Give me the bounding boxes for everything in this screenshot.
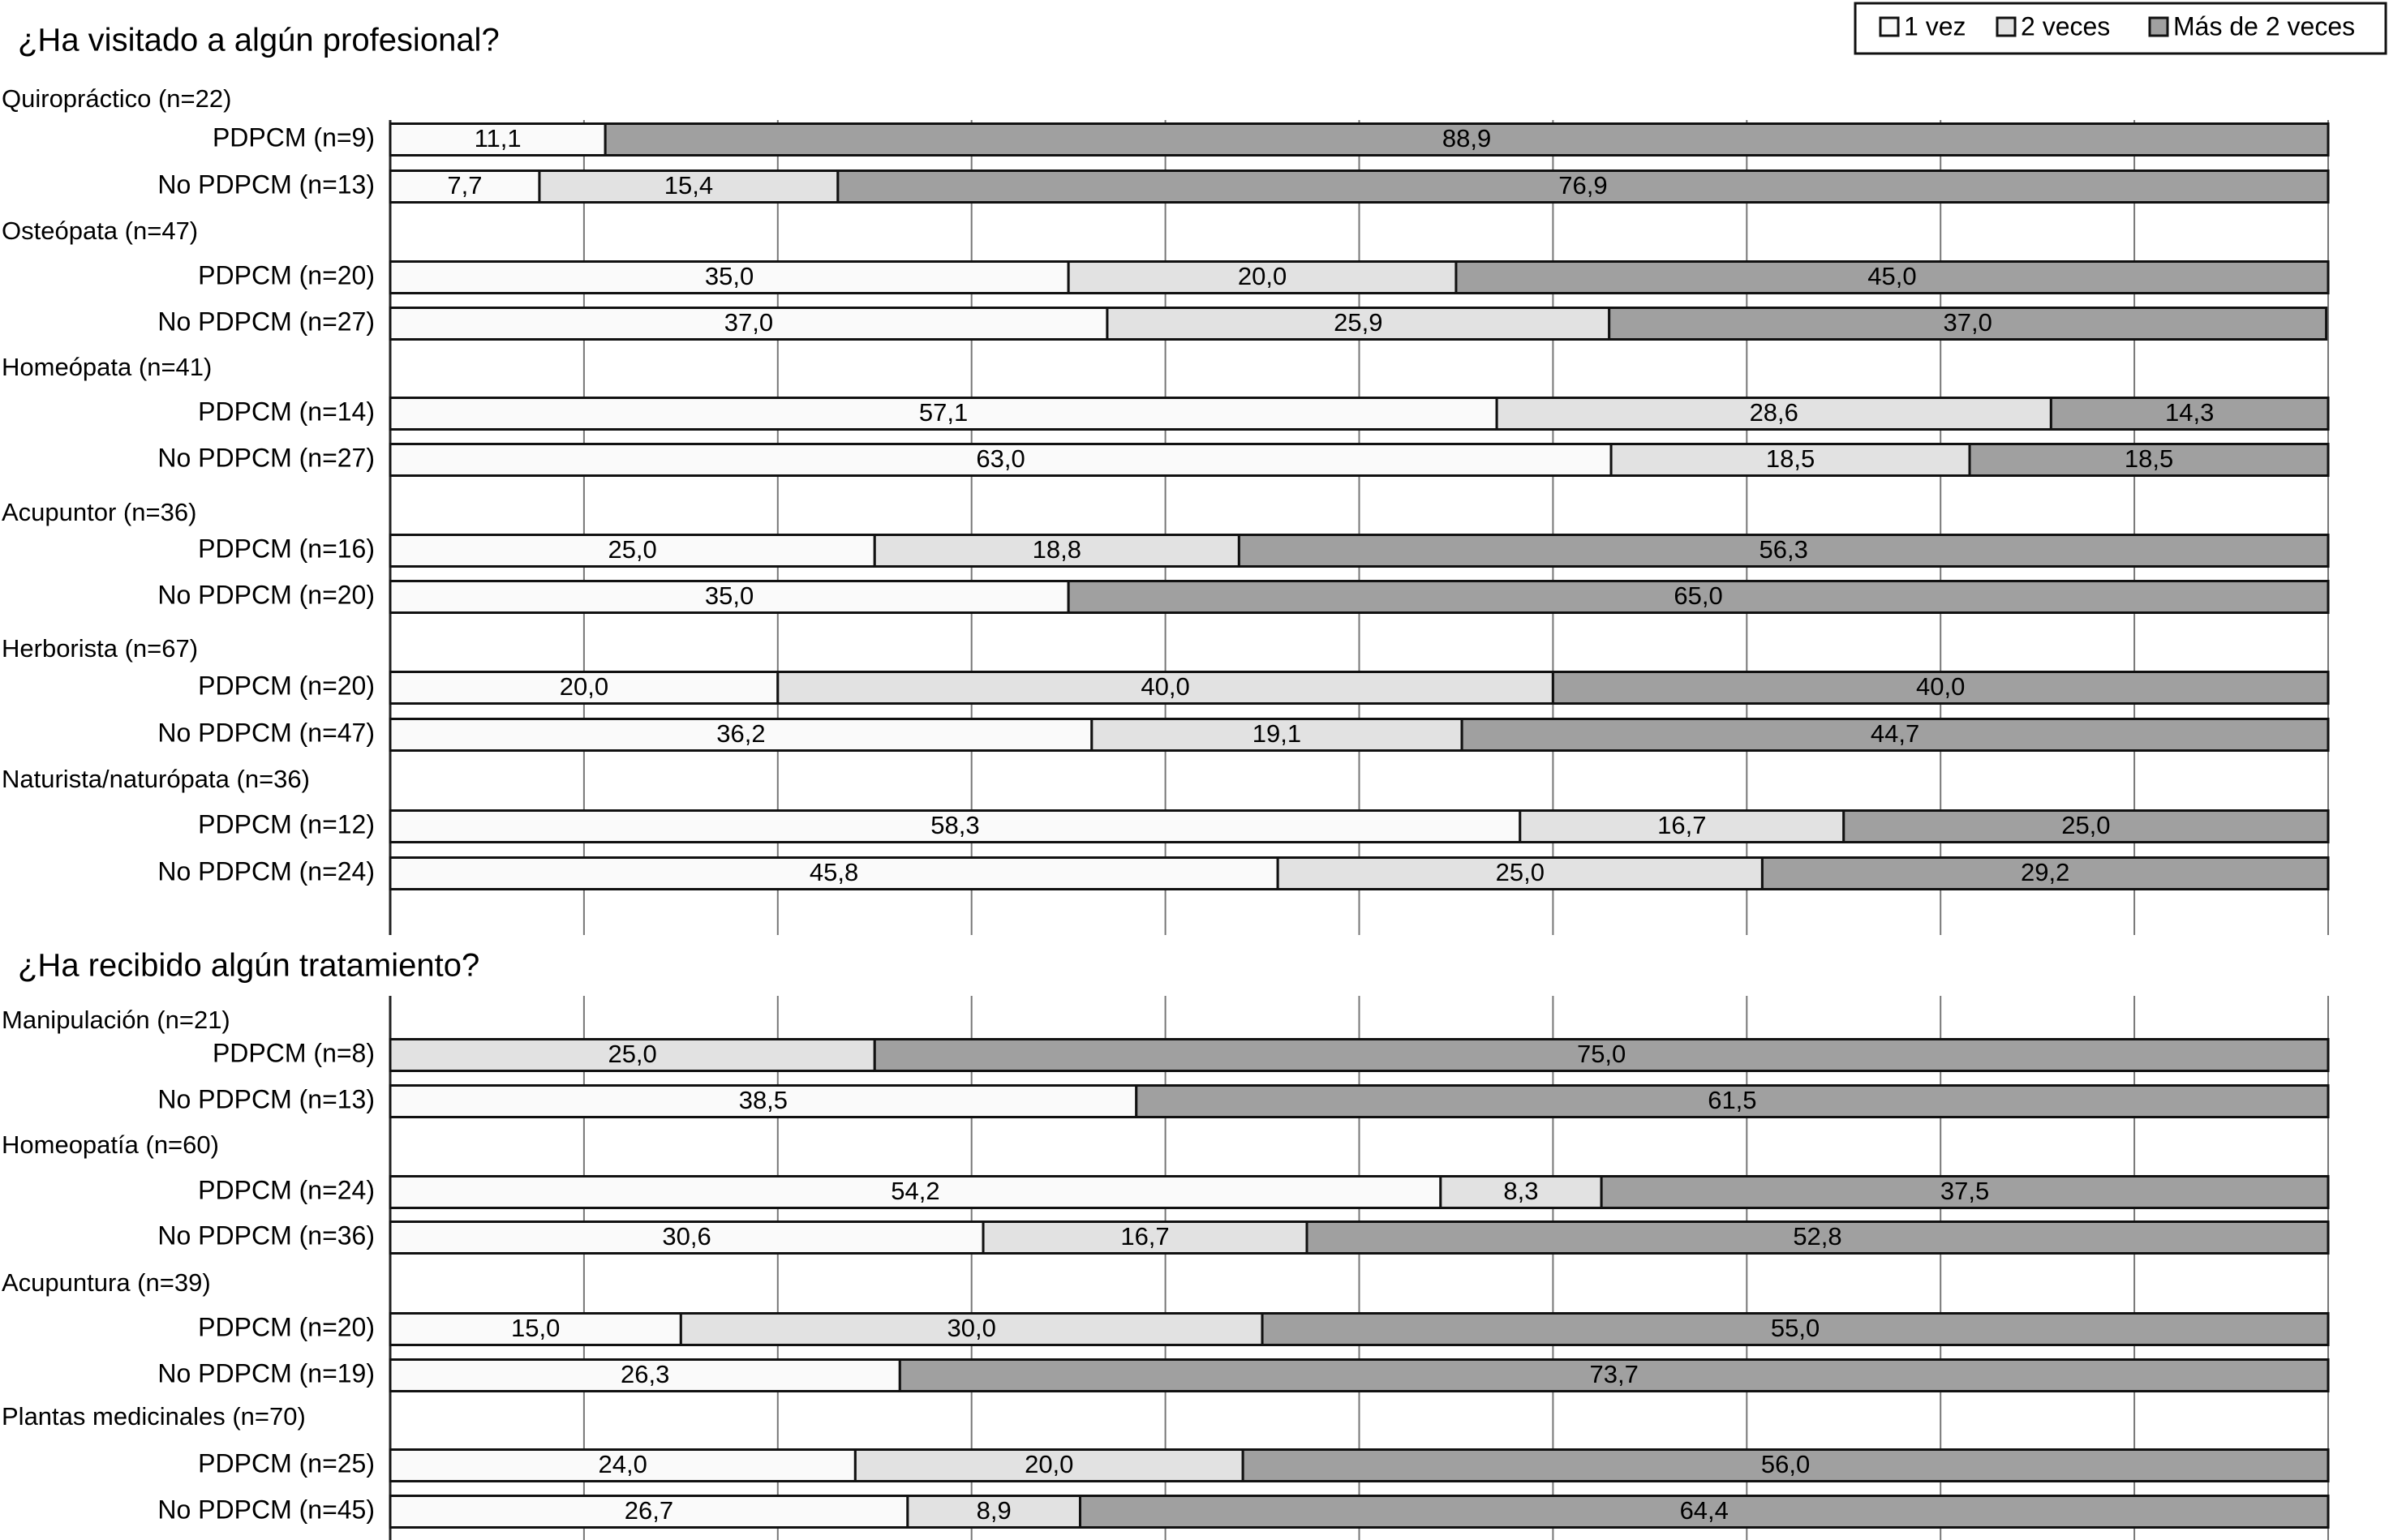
group-label: Homeopatía (n=60)	[2, 1130, 219, 1160]
group-label: Plantas medicinales (n=70)	[2, 1402, 306, 1431]
data-label: 45,8	[809, 858, 859, 887]
legend-label: 2 veces	[2021, 11, 2111, 41]
row-label: No PDPCM (n=24)	[157, 856, 375, 886]
data-label: 15,0	[511, 1314, 561, 1343]
group-label: Acupuntor (n=36)	[2, 498, 197, 527]
row-label: No PDPCM (n=13)	[157, 1084, 375, 1114]
data-label: 37,0	[1943, 308, 1992, 337]
data-label: 25,0	[1495, 858, 1545, 887]
row-label: No PDPCM (n=19)	[157, 1358, 375, 1388]
data-label: 52,8	[1793, 1222, 1842, 1251]
chart-panel-2	[2, 948, 2328, 1540]
data-label: 45,0	[1867, 262, 1917, 291]
data-label: 56,3	[1759, 535, 1808, 564]
data-label: 19,1	[1252, 719, 1302, 749]
row-label: No PDPCM (n=47)	[157, 718, 375, 748]
data-label: 20,0	[1025, 1450, 1074, 1479]
data-label: 30,0	[947, 1314, 996, 1343]
data-label: 16,7	[1120, 1222, 1170, 1251]
group-label: Naturista/naturópata (n=36)	[2, 765, 310, 794]
group-label: Manipulación (n=21)	[2, 1006, 230, 1035]
data-label: 58,3	[930, 811, 980, 840]
data-label: 63,0	[976, 444, 1025, 474]
legend-swatch	[1880, 18, 1898, 36]
data-label: 57,1	[918, 398, 969, 427]
row-label: PDPCM (n=9)	[212, 122, 375, 152]
data-label: 26,7	[624, 1496, 674, 1525]
data-label: 44,7	[1870, 719, 1920, 749]
data-label: 14,3	[2165, 398, 2215, 427]
row-label: PDPCM (n=12)	[198, 809, 375, 839]
data-label: 25,0	[2061, 811, 2111, 840]
data-label: 26,3	[620, 1360, 670, 1389]
data-label: 15,4	[664, 171, 714, 200]
row-label: PDPCM (n=14)	[198, 397, 375, 427]
legend-swatch	[1997, 18, 2015, 36]
data-label: 54,2	[891, 1177, 940, 1206]
data-label: 25,0	[608, 535, 657, 564]
legend-label: Más de 2 veces	[2173, 11, 2356, 41]
legend-label: 1 vez	[1904, 11, 1966, 41]
row-label: PDPCM (n=25)	[198, 1448, 375, 1478]
data-label: 8,3	[1503, 1177, 1539, 1206]
data-label: 35,0	[704, 262, 754, 291]
data-label: 30,6	[662, 1222, 711, 1251]
row-label: No PDPCM (n=36)	[157, 1220, 375, 1250]
data-label: 75,0	[1576, 1040, 1626, 1069]
data-label: 7,7	[447, 171, 483, 200]
data-label: 24,0	[598, 1450, 647, 1479]
data-label: 25,0	[608, 1040, 657, 1069]
group-label: Acupuntura (n=39)	[2, 1268, 211, 1298]
group-label: Homeópata (n=41)	[2, 353, 213, 382]
data-label: 64,4	[1679, 1496, 1729, 1525]
data-label: 18,5	[1765, 444, 1815, 474]
row-label: PDPCM (n=20)	[198, 260, 375, 290]
data-label: 76,9	[1558, 171, 1608, 200]
data-label: 37,5	[1940, 1177, 1990, 1206]
group-label: Herborista (n=67)	[2, 634, 199, 663]
data-label: 20,0	[1237, 262, 1287, 291]
row-label: No PDPCM (n=45)	[157, 1495, 375, 1525]
legend-swatch	[2150, 18, 2168, 36]
data-label: 56,0	[1760, 1450, 1811, 1479]
data-label: 73,7	[1589, 1360, 1639, 1389]
data-label: 35,0	[704, 581, 754, 611]
data-label: 88,9	[1442, 124, 1492, 153]
data-label: 18,5	[2124, 444, 2174, 474]
row-label: No PDPCM (n=13)	[157, 169, 375, 199]
group-label: Osteópata (n=47)	[2, 217, 199, 246]
row-label: No PDPCM (n=27)	[157, 443, 375, 473]
data-label: 36,2	[716, 719, 766, 749]
data-label: 25,9	[1334, 308, 1383, 337]
row-label: No PDPCM (n=20)	[157, 580, 375, 610]
row-label: PDPCM (n=24)	[198, 1175, 375, 1205]
data-label: 40,0	[1141, 672, 1190, 701]
row-label: PDPCM (n=16)	[198, 534, 375, 564]
data-label: 38,5	[738, 1086, 788, 1115]
data-label: 65,0	[1674, 581, 1723, 611]
data-label: 18,8	[1032, 535, 1081, 564]
data-label: 8,9	[976, 1496, 1012, 1525]
row-label: PDPCM (n=8)	[212, 1038, 375, 1068]
chart-title: ¿Ha visitado a algún profesional?	[18, 22, 500, 58]
row-label: PDPCM (n=20)	[198, 671, 375, 701]
data-label: 28,6	[1749, 398, 1798, 427]
legend	[1855, 3, 2386, 54]
group-label: Quiropráctico (n=22)	[2, 84, 232, 114]
data-label: 11,1	[474, 124, 522, 153]
data-label: 61,5	[1708, 1086, 1757, 1115]
chart-panel-1	[2, 23, 2328, 935]
data-label: 29,2	[2021, 858, 2070, 887]
row-label: No PDPCM (n=27)	[157, 307, 375, 337]
data-label: 16,7	[1657, 811, 1707, 840]
row-label: PDPCM (n=20)	[198, 1312, 375, 1342]
data-label: 37,0	[724, 308, 774, 337]
data-label: 40,0	[1916, 672, 1966, 701]
data-label: 55,0	[1770, 1314, 1820, 1343]
chart-title: ¿Ha recibido algún tratamiento?	[18, 947, 480, 984]
data-label: 20,0	[559, 672, 609, 701]
